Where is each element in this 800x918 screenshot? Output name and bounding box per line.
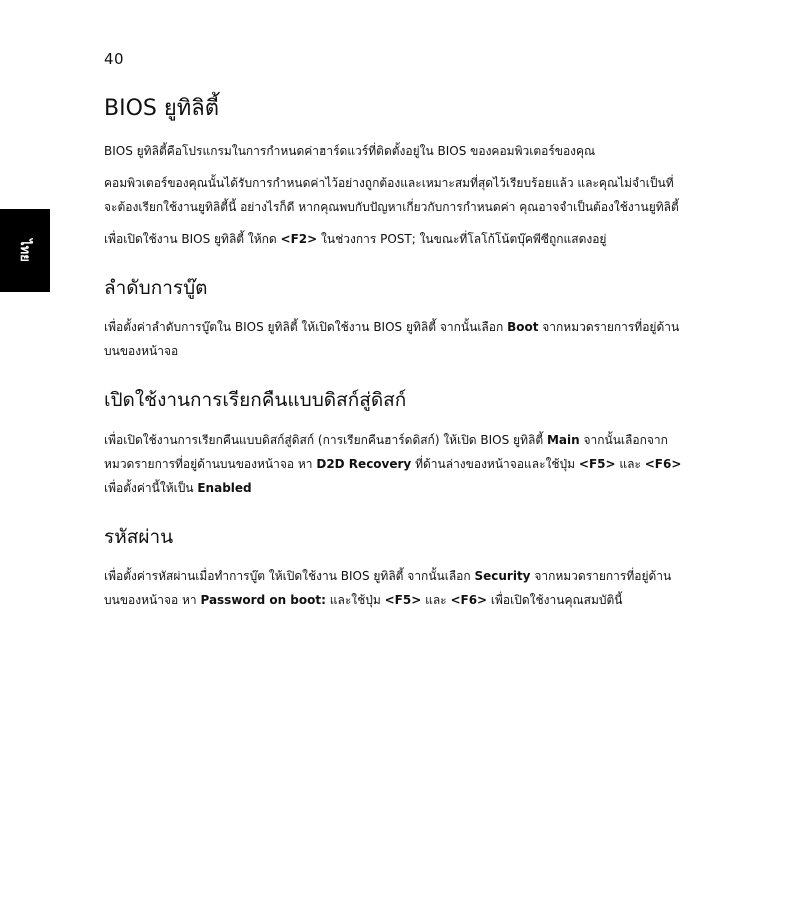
text-run: และ [421,593,451,608]
document-content [104,92,684,620]
text-run: ที่ด้านล่างของหน้าจอและใช้ปุ่ม [411,456,579,471]
paragraph [104,227,684,251]
section-heading: BIOS ยูทิลิตี้ [104,96,220,121]
key-label: Enabled [197,480,252,495]
section-boot-sequence [104,273,684,363]
key-label: <F5> [384,593,422,608]
key-label: Boot [507,320,539,335]
section-password [104,522,684,612]
section-d2d-recovery [104,385,684,499]
key-label: <F5> [578,456,616,471]
key-label: <F6> [644,456,682,471]
text-run: เพื่อเปิดใช้งานคุณสมบัตินี้ [487,593,623,608]
paragraph: คอมพิวเตอร์ของคุณนั้นได้รับการกำหนดค่าไว้อย่างถูกต้องและเหมาะสมที่สุดไว้เรียบร้อยแล้ว และคุณไม่จำเป็นที่จะต้องเรียกใช้งานยูทิลิตี้นี้ อย่างไรก็ดี หากคุณพบกับปัญหาเกี่ยวกับการกำหนดค่า คุณอาจจำเป็นต้องใช้งานยูทิลิตี้ [104,176,679,214]
text-run: และใช้ปุ่ม [325,593,385,608]
text-run: เพื่อตั้งค่านี้ให้เป็น [104,480,198,495]
text-run: เพื่อตั้งค่ารหัสผ่านเมื่อทำการบู๊ต ให้เปิดใช้งาน BIOS ยูทิลิตี้ จากนั้นเลือก [104,569,475,584]
paragraph [104,428,684,500]
key-label: <F2> [280,232,318,246]
text-run: จากหมวดรายการที่อยู่ด้านบนของหน้าจอ หา [104,569,672,608]
paragraph [104,564,684,612]
section-heading: ลำดับการบู๊ต [104,277,208,299]
text-run: เพื่อเปิดใช้งานการเรียกคืนแบบดิสก์สู่ดิสก์ (การเรียกคืนฮาร์ดดิสก์) ให้เปิด BIOS ยูทิลิตี้ [104,432,547,447]
paragraph: BIOS ยูทิลิตี้คือโปรแกรมในการกำหนดค่าฮาร์ดแวร์ที่ติดตั้งอยู่ใน BIOS ของคอมพิวเตอร์ของคุณ [104,144,596,158]
key-label: D2D Recovery [316,456,412,471]
side-language-tab [0,209,50,292]
key-label: Main [546,432,580,447]
page-number: 40 [104,50,125,68]
section-heading: รหัสผ่าน [104,525,174,548]
text-run: เพื่อเปิดใช้งาน BIOS ยูทิลิตี้ ให้กด [104,232,281,246]
key-label: Password on boot: [200,593,326,608]
text-run: เพื่อตั้งค่าลำดับการบู๊ตใน BIOS ยูทิลิตี้ ให้เปิดใช้งาน BIOS ยูทิลิตี้ จากนั้นเลือก [104,320,508,335]
text-run: ในช่วงการ POST; ในขณะที่โลโก้โน้ตบุ๊คพีซีถูกแสดงอยู่ [317,232,607,246]
section-bios-utility [104,92,684,251]
section-heading: เปิดใช้งานการเรียกคืนแบบดิสก์สู่ดิสก์ [104,389,407,412]
side-tab-label: ไทย [16,239,32,262]
text-run: จากหมวดรายการที่อยู่ด้านบนของหน้าจอ [104,320,680,359]
key-label: Security [474,569,531,584]
text-run: จากนั้นเลือกจากหมวดรายการที่อยู่ด้านบนของหน้าจอ หา [104,432,668,471]
key-label: <F6> [450,593,488,608]
paragraph [104,315,684,363]
text-run: และ [615,456,645,471]
